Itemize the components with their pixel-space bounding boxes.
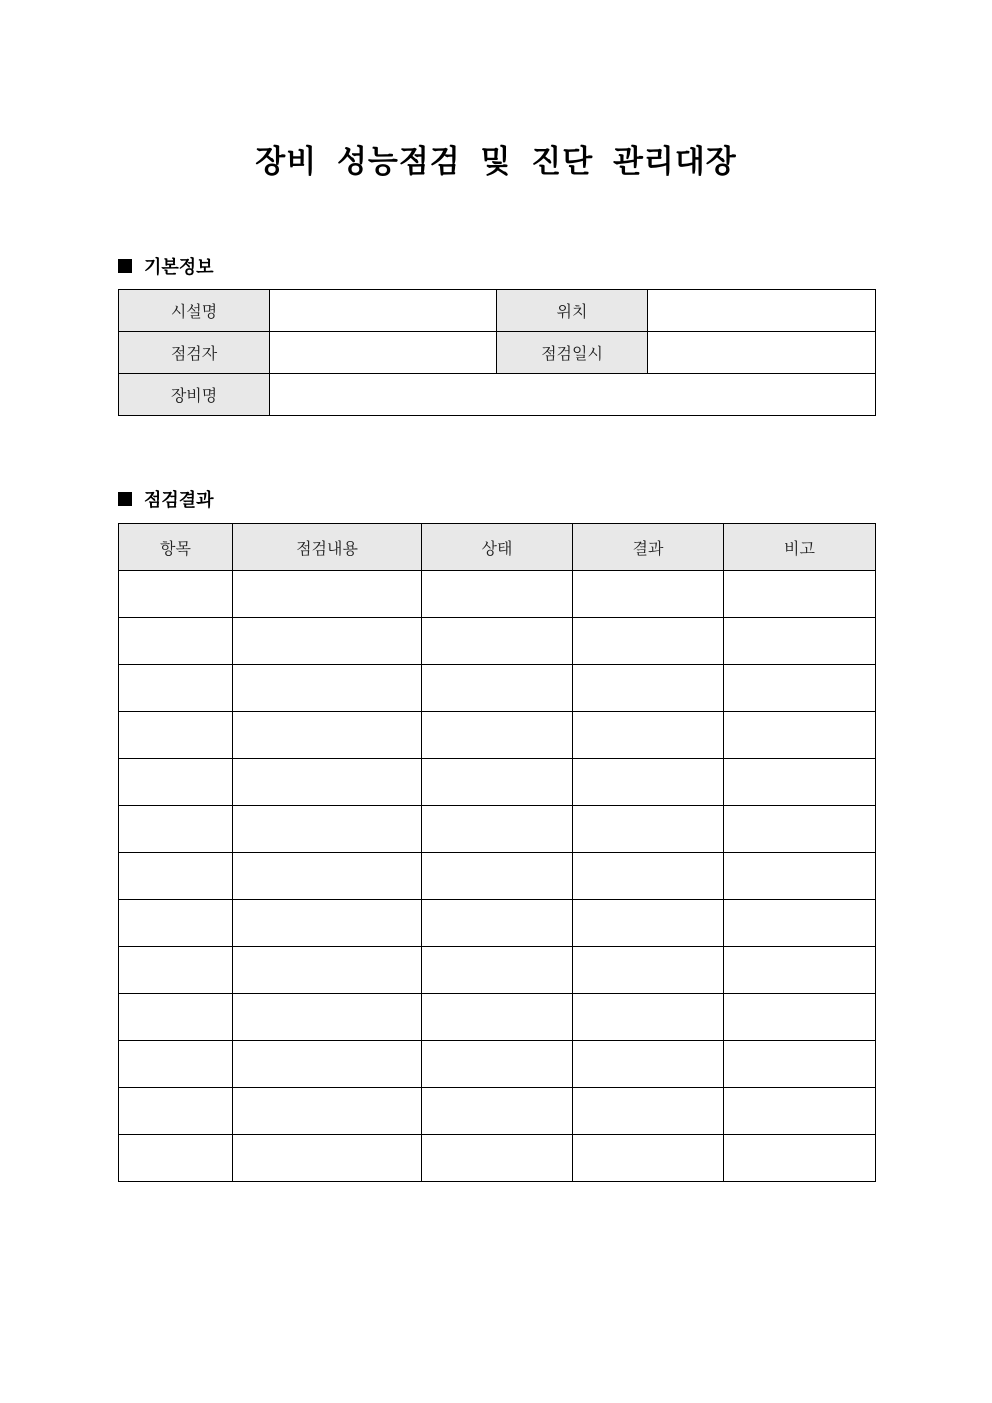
result-cell[interactable] bbox=[573, 806, 724, 853]
status-cell[interactable] bbox=[422, 1135, 573, 1182]
status-cell[interactable] bbox=[422, 853, 573, 900]
column-header-inspection-content: 점검내용 bbox=[233, 524, 422, 571]
inspection-content-cell[interactable] bbox=[233, 571, 422, 618]
status-cell[interactable] bbox=[422, 712, 573, 759]
item-cell[interactable] bbox=[119, 571, 233, 618]
result-cell[interactable] bbox=[573, 571, 724, 618]
inspection-content-cell[interactable] bbox=[233, 994, 422, 1041]
inspection-datetime-field[interactable] bbox=[648, 332, 876, 374]
table-row bbox=[119, 571, 876, 618]
section-heading-label: 기본정보 bbox=[144, 257, 214, 278]
status-cell[interactable] bbox=[422, 900, 573, 947]
result-cell[interactable] bbox=[573, 1041, 724, 1088]
table-row bbox=[119, 900, 876, 947]
result-cell[interactable] bbox=[573, 994, 724, 1041]
square-bullet-icon bbox=[118, 492, 132, 506]
facility-name-field[interactable] bbox=[270, 290, 497, 332]
remarks-cell[interactable] bbox=[724, 806, 876, 853]
inspection-results-table bbox=[118, 523, 876, 1182]
inspection-content-cell[interactable] bbox=[233, 900, 422, 947]
status-cell[interactable] bbox=[422, 806, 573, 853]
status-cell[interactable] bbox=[422, 1041, 573, 1088]
item-cell[interactable] bbox=[119, 1041, 233, 1088]
result-cell[interactable] bbox=[573, 900, 724, 947]
inspection-content-cell[interactable] bbox=[233, 665, 422, 712]
item-cell[interactable] bbox=[119, 806, 233, 853]
result-cell[interactable] bbox=[573, 712, 724, 759]
status-cell[interactable] bbox=[422, 947, 573, 994]
document-title: 장비 성능점검 및 진단 관리대장 bbox=[255, 144, 737, 180]
remarks-cell[interactable] bbox=[724, 1135, 876, 1182]
result-cell[interactable] bbox=[573, 853, 724, 900]
item-cell[interactable] bbox=[119, 853, 233, 900]
location-label: 위치 bbox=[497, 290, 648, 332]
table-row bbox=[119, 1041, 876, 1088]
inspection-content-cell[interactable] bbox=[233, 1088, 422, 1135]
item-cell[interactable] bbox=[119, 947, 233, 994]
remarks-cell[interactable] bbox=[724, 712, 876, 759]
remarks-cell[interactable] bbox=[724, 1041, 876, 1088]
inspection-content-cell[interactable] bbox=[233, 1041, 422, 1088]
table-row bbox=[119, 712, 876, 759]
status-cell[interactable] bbox=[422, 994, 573, 1041]
item-cell[interactable] bbox=[119, 1135, 233, 1182]
status-cell[interactable] bbox=[422, 665, 573, 712]
item-cell[interactable] bbox=[119, 900, 233, 947]
remarks-cell[interactable] bbox=[724, 665, 876, 712]
table-row bbox=[119, 759, 876, 806]
location-field[interactable] bbox=[648, 290, 876, 332]
remarks-cell[interactable] bbox=[724, 947, 876, 994]
table-header-row bbox=[119, 524, 876, 571]
result-cell[interactable] bbox=[573, 1135, 724, 1182]
status-cell[interactable] bbox=[422, 618, 573, 665]
item-cell[interactable] bbox=[119, 1088, 233, 1135]
table-row bbox=[119, 806, 876, 853]
section-heading-label: 점검결과 bbox=[144, 490, 214, 511]
inspector-label: 점검자 bbox=[119, 332, 270, 374]
status-cell[interactable] bbox=[422, 1088, 573, 1135]
inspection-content-cell[interactable] bbox=[233, 806, 422, 853]
table-row bbox=[119, 853, 876, 900]
equipment-name-field[interactable] bbox=[270, 374, 876, 416]
remarks-cell[interactable] bbox=[724, 571, 876, 618]
inspection-content-cell[interactable] bbox=[233, 853, 422, 900]
facility-name-label: 시설명 bbox=[119, 290, 270, 332]
equipment-name-label: 장비명 bbox=[119, 374, 270, 416]
table-row bbox=[119, 1088, 876, 1135]
item-cell[interactable] bbox=[119, 712, 233, 759]
table-row bbox=[119, 618, 876, 665]
inspection-content-cell[interactable] bbox=[233, 759, 422, 806]
remarks-cell[interactable] bbox=[724, 618, 876, 665]
inspector-field[interactable] bbox=[270, 332, 497, 374]
remarks-cell[interactable] bbox=[724, 853, 876, 900]
table-row bbox=[119, 994, 876, 1041]
info-row bbox=[119, 290, 876, 332]
result-cell[interactable] bbox=[573, 665, 724, 712]
inspection-content-cell[interactable] bbox=[233, 1135, 422, 1182]
column-header-remarks: 비고 bbox=[724, 524, 876, 571]
column-header-status: 상태 bbox=[422, 524, 573, 571]
remarks-cell[interactable] bbox=[724, 994, 876, 1041]
result-cell[interactable] bbox=[573, 759, 724, 806]
table-row bbox=[119, 1135, 876, 1182]
remarks-cell[interactable] bbox=[724, 1088, 876, 1135]
table-row bbox=[119, 665, 876, 712]
inspection-datetime-label: 점검일시 bbox=[497, 332, 648, 374]
item-cell[interactable] bbox=[119, 759, 233, 806]
item-cell[interactable] bbox=[119, 618, 233, 665]
info-row bbox=[119, 332, 876, 374]
basic-info-table bbox=[118, 289, 876, 416]
result-cell[interactable] bbox=[573, 947, 724, 994]
info-row bbox=[119, 374, 876, 416]
section-heading-basic-info bbox=[118, 253, 214, 279]
section-heading-results bbox=[118, 486, 214, 512]
column-header-result: 결과 bbox=[573, 524, 724, 571]
result-cell[interactable] bbox=[573, 1088, 724, 1135]
status-cell[interactable] bbox=[422, 571, 573, 618]
remarks-cell[interactable] bbox=[724, 900, 876, 947]
item-cell[interactable] bbox=[119, 994, 233, 1041]
status-cell[interactable] bbox=[422, 759, 573, 806]
inspection-content-cell[interactable] bbox=[233, 618, 422, 665]
table-row bbox=[119, 947, 876, 994]
inspection-content-cell[interactable] bbox=[233, 712, 422, 759]
result-cell[interactable] bbox=[573, 618, 724, 665]
column-header-item: 항목 bbox=[119, 524, 233, 571]
remarks-cell[interactable] bbox=[724, 759, 876, 806]
square-bullet-icon bbox=[118, 259, 132, 273]
inspection-content-cell[interactable] bbox=[233, 947, 422, 994]
item-cell[interactable] bbox=[119, 665, 233, 712]
